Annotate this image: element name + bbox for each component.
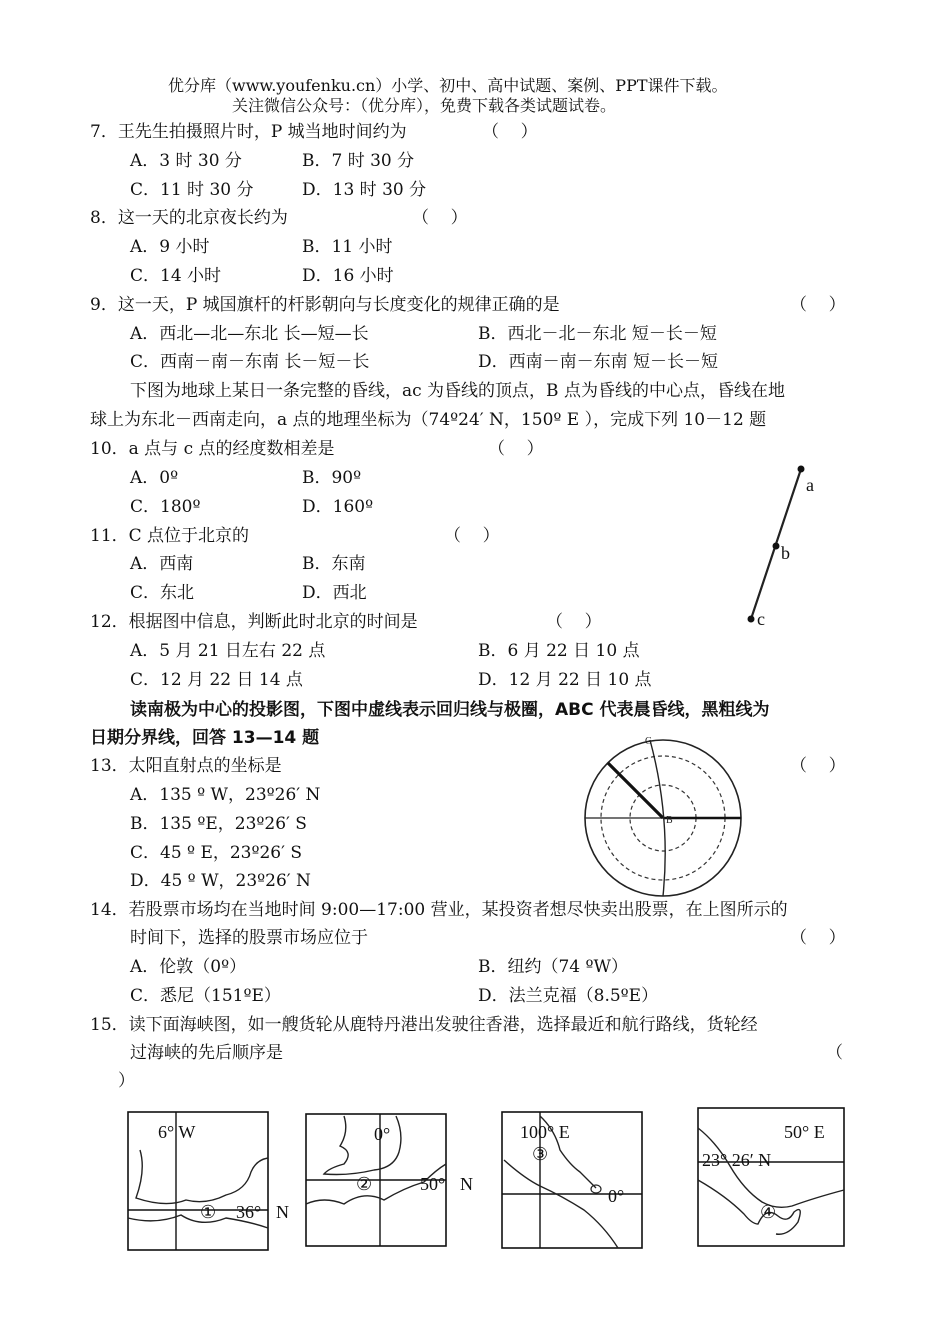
label-b-pole: B [666,815,673,826]
q9-stem: 9．这一天，P 城国旗杆的杆影朝向与长度变化的规律正确的是 [90,295,560,315]
q12-option-b[interactable]: B．6 月 22 日 10 点 [478,641,640,661]
q8-option-c[interactable]: C．14 小时 [130,266,222,286]
q7-stem: 7．王先生拍摄照片时，P 城当地时间约为 [90,122,407,142]
map4-lat: 23° 26′ N [702,1150,772,1170]
q7-option-a[interactable]: A．3 时 30 分 [130,151,242,171]
header-line-2: 关注微信公众号：（优分库），免费下载各类试题试卷。 [232,96,617,115]
q12-stem: 12．根据图中信息，判断此时北京的时间是 [90,612,418,632]
map1-latdir: N [276,1202,289,1222]
map1-lon: 6° W [158,1122,196,1142]
polar-projection-figure [583,732,743,902]
q11-option-d[interactable]: D．西北 [302,583,367,603]
q15-line-2: 过海峡的先后顺序是 [130,1043,283,1063]
q13-option-a[interactable]: A．135 º W，23º26′ N [130,785,321,805]
label-c: c [757,609,765,629]
q14-line-2: 时间下，选择的股票市场应位于 [130,928,368,948]
strait-map-2 [304,1112,484,1257]
q13-answer-paren[interactable]: （ ） [790,756,846,776]
strait-map-3 [500,1110,650,1255]
intro-13-line-1: 读南极为中心的投影图，下图中虚线表示回归线与极圈，ABC 代表晨昏线，黑粗线为 [130,700,770,720]
label-c-pole: C [645,736,652,747]
intro-13-line-2: 日期分界线，回答 13—14 题 [90,728,320,748]
q13-option-b[interactable]: B．135 ºE，23º26′ S [130,814,307,834]
q10-option-a[interactable]: A．0º [130,468,179,488]
coast-north [136,1150,268,1204]
q11-stem: 11．C 点位于北京的 [90,526,250,546]
map2-lon: 0° [374,1124,391,1144]
q8-answer-paren[interactable]: （ ） [412,208,468,228]
strait-map-4 [696,1106,846,1251]
map1-lat: 36° [236,1202,262,1222]
q9-answer-paren[interactable]: （ ） [790,295,846,315]
q14-answer-paren[interactable]: （ ） [790,928,846,948]
q14-line-1: 14．若股票市场均在当地时间 9:00—17:00 营业，某投资者想尽快卖出股票，在上图所示的 [90,900,788,920]
q10-answer-paren[interactable]: （ ） [488,439,544,459]
map3-lat: 0° [608,1186,625,1206]
q15-paren-open[interactable]: （ [826,1043,843,1063]
point-b [773,543,780,550]
q12-option-a[interactable]: A．5 月 21 日左右 22 点 [130,641,326,661]
map3-num: ③ [532,1144,549,1164]
q14-option-c[interactable]: C．悉尼（151ºE） [130,986,281,1006]
q7-answer-paren[interactable]: （ ） [482,122,538,142]
label-a: a [806,475,814,495]
q9-option-d[interactable]: D．西南－南－东南 短－长－短 [478,352,719,372]
label-b: b [781,543,790,563]
strait-map-1 [126,1110,306,1255]
q15-line-1: 15．读下面海峡图，如一艘货轮从鹿特丹港出发驶往香港，选择最近和航行路线，货轮经 [90,1015,758,1035]
q10-stem: 10．a 点与 c 点的经度数相差是 [90,439,335,459]
q9-option-b[interactable]: B．西北－北－东北 短－长－短 [478,324,717,344]
q13-stem: 13．太阳直射点的坐标是 [90,756,282,776]
coast-sumatra [504,1160,618,1248]
q9-option-c[interactable]: C．西南－南－东南 长－短－长 [130,352,370,372]
q15-paren-close[interactable]: ） [118,1071,135,1091]
q12-option-d[interactable]: D．12 月 22 日 10 点 [478,670,652,690]
q10-option-c[interactable]: C．180º [130,497,201,517]
q7-option-b[interactable]: B．7 时 30 分 [302,151,415,171]
q11-option-b[interactable]: B．东南 [302,554,366,574]
q10-option-b[interactable]: B．90º [302,468,362,488]
map1-num: ① [200,1202,217,1222]
point-a [798,466,805,473]
q14-option-a[interactable]: A．伦敦（0º） [130,957,247,977]
map2-latdir: N [460,1174,473,1194]
header-line-1: 优分库（www.youfenku.cn）小学、初中、高中试题、案例、PPT课件下载。 [168,76,728,95]
q12-answer-paren[interactable]: （ ） [546,612,602,632]
intro-10-line-2: 球上为东北－西南走向，a 点的地理坐标为（74º24′ N，150º E ），完成下列 10－12 题 [90,410,767,430]
q7-option-c[interactable]: C．11 时 30 分 [130,180,254,200]
map4-lon: 50° E [784,1122,825,1142]
intro-10-line-1: 下图为地球上某日一条完整的昏线，ac 为昏线的顶点，B 点为昏线的中心点，昏线在地 [130,381,785,401]
map2-lat: 50° [420,1174,446,1194]
q9-option-a[interactable]: A．西北—北—东北 长—短—长 [130,324,369,344]
q14-option-d[interactable]: D．法兰克福（8.5ºE） [478,986,659,1006]
q12-option-c[interactable]: C．12 月 22 日 14 点 [130,670,303,690]
q11-option-c[interactable]: C．东北 [130,583,195,603]
q8-option-b[interactable]: B．11 小时 [302,237,393,257]
map4-num: ④ [760,1202,777,1222]
q7-option-d[interactable]: D．13 时 30 分 [302,180,427,200]
map2-num: ② [356,1174,373,1194]
q8-option-d[interactable]: D．16 小时 [302,266,394,286]
q8-option-a[interactable]: A．9 小时 [130,237,210,257]
q10-option-d[interactable]: D．160º [302,497,374,517]
q14-option-b[interactable]: B．纽约（74 ºW） [478,957,628,977]
q8-stem: 8．这一天的北京夜长约为 [90,208,288,228]
q11-answer-paren[interactable]: （ ） [444,526,500,546]
date-line-nw [608,763,663,818]
q13-option-d[interactable]: D．45 º W，23º26′ N [130,871,311,891]
q13-option-c[interactable]: C．45 º E，23º26′ S [130,843,303,863]
q11-option-a[interactable]: A．西南 [130,554,194,574]
map3-lon: 100° E [520,1122,570,1142]
point-c [748,616,755,623]
terminator-line-figure [730,455,840,635]
